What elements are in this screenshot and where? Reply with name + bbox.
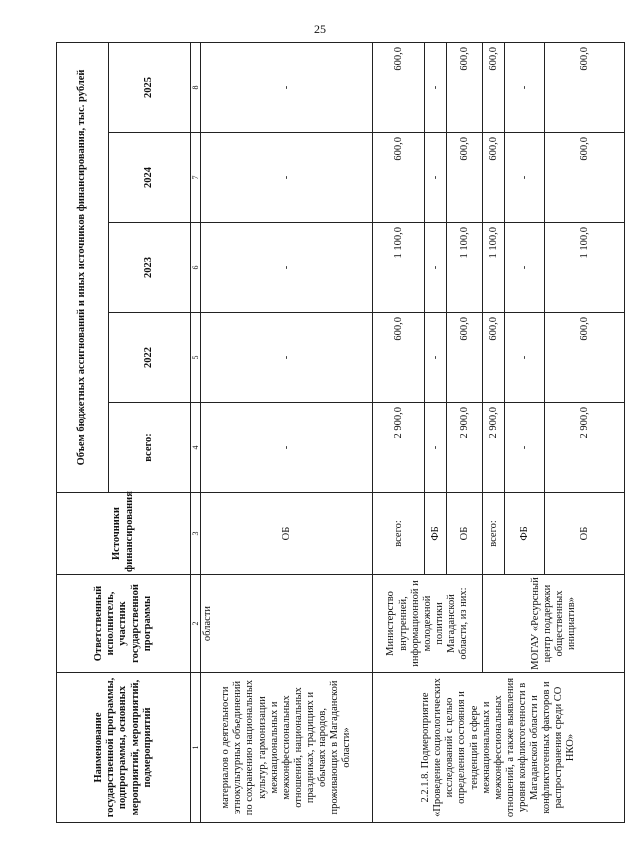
row-value: - (425, 42, 447, 132)
header-name: Наименование государственной программы, подпрограммы, основных мероприятий, мероприятий, подмероприятий (57, 673, 191, 823)
row-value: - (201, 223, 373, 313)
col-number: 4 (191, 403, 201, 493)
row-value: 600,0 (545, 42, 625, 132)
row-source: всего: (373, 493, 425, 575)
row-value: 2 900,0 (373, 403, 425, 493)
col-number: 3 (191, 493, 201, 575)
column-number-row (191, 42, 201, 822)
row-source: всего: (483, 493, 505, 575)
row-value: 600,0 (447, 133, 483, 223)
row-value: - (425, 403, 447, 493)
row-value: - (505, 313, 545, 403)
row-value: 600,0 (545, 313, 625, 403)
row-value: - (505, 403, 545, 493)
row-executor: области (201, 575, 373, 673)
rotated-table-container (56, 43, 616, 823)
header-2023: 2023 (109, 223, 191, 313)
row-value: 600,0 (447, 42, 483, 132)
header-2024: 2024 (109, 133, 191, 223)
row-value: - (425, 223, 447, 313)
table-row (373, 42, 425, 822)
row-value: 2 900,0 (545, 403, 625, 493)
row-value: 2 900,0 (483, 403, 505, 493)
row-source: ОБ (447, 493, 483, 575)
row-name: материалов о деятельности этнокультурных объединений по сохранению национальных культур, гармонизации межнациональных и межконфессиональных отношений, национальных праздниках, традициях и обычаях народов, проживающих в Магаданской области» (201, 673, 373, 823)
row-executor: Министерство внутренней, информационной и молодежной политики Магаданской области, из них: (373, 575, 483, 673)
header-funding-group: Объем бюджетных ассигнований и иных источников финансирования, тыс. рублей (57, 42, 109, 492)
row-value: - (201, 403, 373, 493)
header-total: всего: (109, 403, 191, 493)
row-value: 1 100,0 (447, 223, 483, 313)
row-source: ФБ (505, 493, 545, 575)
row-value: 1 100,0 (545, 223, 625, 313)
col-number: 5 (191, 313, 201, 403)
row-value: 600,0 (545, 133, 625, 223)
funding-table (56, 42, 625, 823)
row-value: - (425, 313, 447, 403)
row-source: ОБ (545, 493, 625, 575)
header-2022: 2022 (109, 313, 191, 403)
col-number: 7 (191, 133, 201, 223)
row-value: - (425, 133, 447, 223)
row-value: 600,0 (447, 313, 483, 403)
row-executor: МОГАУ «Ресурсный центр поддержки общественных инициатив» (483, 575, 625, 673)
row-value: 2 900,0 (447, 403, 483, 493)
row-value: - (201, 42, 373, 132)
row-source: ФБ (425, 493, 447, 575)
row-value: 600,0 (483, 313, 505, 403)
row-value: 600,0 (483, 42, 505, 132)
col-number: 2 (191, 575, 201, 673)
header-2025: 2025 (109, 42, 191, 132)
row-value: - (201, 133, 373, 223)
col-number: 8 (191, 42, 201, 132)
col-number: 6 (191, 223, 201, 313)
row-source: ОБ (201, 493, 373, 575)
row-value: 1 100,0 (483, 223, 505, 313)
header-executor: Ответственный исполнитель, участник государственной программы (57, 575, 191, 673)
header-source: Источники финансирования (57, 493, 191, 575)
row-value: 600,0 (373, 133, 425, 223)
row-value: - (505, 223, 545, 313)
table-row (201, 42, 373, 822)
row-name: 2.2.1.8. Подмероприятие «Проведение социологических исследований с целью определения состояния и тенденций в сфере межнациональных и межконфессиональных отношений, а также выявления уровня конфликтогенности в Магаданской области и конфликтогенных факторов и распространения среди СО НКО» (373, 673, 625, 823)
row-value: 600,0 (373, 42, 425, 132)
row-value: 600,0 (373, 313, 425, 403)
row-value: - (505, 42, 545, 132)
row-value: - (505, 133, 545, 223)
page-number: 25 (314, 22, 326, 36)
col-number: 1 (191, 673, 201, 823)
row-value: - (201, 313, 373, 403)
row-value: 600,0 (483, 133, 505, 223)
row-value: 1 100,0 (373, 223, 425, 313)
